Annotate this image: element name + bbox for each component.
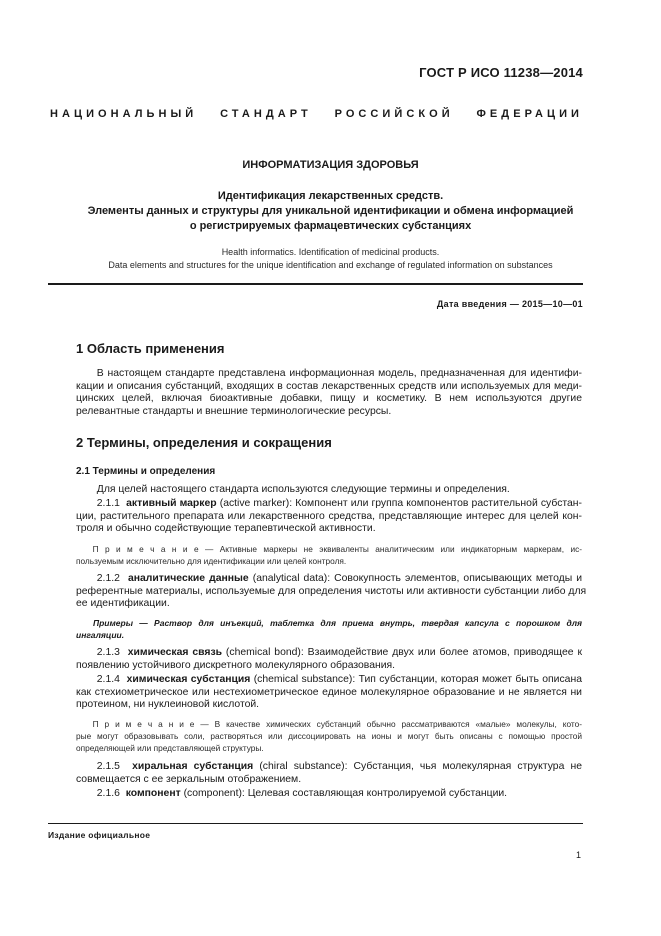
term-2-1-1: [76, 498, 582, 536]
subtitle: [48, 189, 613, 234]
term-line: референтные материалы, используемые для определения чистоты или активности субстанции либо для: [76, 585, 587, 597]
document-id: ГОСТ Р ИСО 11238—2014: [419, 65, 583, 80]
term-line: троля и обычно содействующие терапевтической активности.: [76, 523, 376, 534]
term-name: хиральная субстанция: [132, 761, 254, 772]
term-line: [76, 788, 582, 801]
term-line: [76, 761, 582, 774]
section-1-paragraph: [76, 368, 582, 418]
term-number: 2.1.6: [96, 788, 120, 799]
term-number: 2.1.4: [96, 674, 120, 685]
term-2-1-5: [76, 761, 582, 786]
footer-divider: [48, 823, 583, 824]
example-line: ингаляции.: [76, 630, 125, 640]
term-number: 2.1.2: [96, 573, 120, 584]
note-line: определяющей или представляющей структуры.: [76, 743, 264, 753]
example-line: [76, 617, 582, 629]
term-2-1-4: [76, 674, 582, 712]
term-line: [76, 647, 582, 660]
term-name: аналитические данные: [127, 573, 249, 584]
note-2: [76, 718, 582, 754]
date-of-introduction: Дата введения — 2015—10—01: [436, 299, 583, 309]
english-title-line: Health informatics. Identification of medicinal products.: [221, 247, 440, 257]
example-block: [76, 617, 582, 641]
term-2-1-2: [76, 573, 587, 611]
note-line: [76, 718, 582, 730]
example-text: Примеры — Раствор для инъекций, таблетка для приема внутрь, твердая капсула с порошком для: [93, 618, 582, 628]
subtitle-line: Идентификация лекарственных средств.: [217, 190, 444, 202]
term-name: химическая связь: [127, 647, 223, 658]
term-name: активный маркер: [126, 498, 217, 509]
note-label: П р и м е ч а н и е: [92, 544, 199, 554]
term-definition: (chemical substance): Тип субстанции, которая может быть описана: [250, 674, 582, 685]
national-standard-banner: НАЦИОНАЛЬНЫЙ СТАНДАРТ РОССИЙСКОЙ ФЕДЕРАЦИИ: [50, 108, 583, 120]
term-line: [76, 573, 582, 586]
term-line: появлению устойчивого дискретного молекулярного образования.: [76, 659, 396, 671]
term-line: [76, 498, 582, 511]
term-line: [76, 674, 582, 687]
term-2-1-6: [76, 788, 582, 801]
term-definition: (analytical data): Совокупность элементов, описывающих методы и: [248, 573, 582, 584]
term-number: 2.1.3: [96, 647, 120, 658]
english-title-line: Data elements and structures for the unique identification and exchange of regulated information on substances: [108, 260, 553, 270]
paragraph-line: В настоящем стандарте представлена информационная модель, предназначенная для идентифи-: [76, 368, 582, 379]
term-line: как стехиометрическое или нестехиометрическое единое молекулярное образование и не является ни: [76, 686, 582, 698]
section-1-heading: 1 Область применения: [76, 341, 225, 356]
term-name: химическая субстанция: [126, 674, 251, 685]
term-definition: (active marker): Компонент или группа компонентов растительной субстан-: [216, 498, 583, 509]
note-1: [76, 543, 582, 567]
term-line: совмещается с ее зеркальным отображением.: [76, 773, 302, 785]
section-2-heading: 2 Термины, определения и сокращения: [76, 435, 332, 450]
english-title: [48, 246, 613, 272]
note-label: П р и м е ч а н и е: [92, 719, 195, 729]
note-line: пользуемым исключительно для идентификации или целей контроля.: [76, 556, 347, 566]
terms-intro: Для целей настоящего стандарта используются следующие термины и определения.: [76, 484, 510, 495]
term-definition: (chiral substance): Субстанция, чья молекулярная структура не: [253, 761, 582, 772]
note-text: — Активные маркеры не эквиваленты аналитическим или индикаторным маркерам, ис-: [198, 544, 582, 554]
paragraph-line: цинских целей, включая биоактивные добавки, пищу и косметику. В нем используются другие: [76, 393, 582, 404]
paragraph-line: кации и описания субстанций, входящих в состав лекарственных средств или используемых для меди-: [76, 380, 582, 392]
official-edition-label: Издание официальное: [48, 830, 151, 840]
term-number: 2.1.1: [96, 498, 120, 509]
subtitle-line: Элементы данных и структуры для уникальной идентификации и обмена информацией: [87, 205, 574, 217]
page-number: 1: [575, 850, 581, 860]
term-line: ее идентификации.: [76, 598, 170, 609]
term-line: протеином, ни нуклеиновой кислотой.: [76, 699, 260, 710]
term-line: ции, растительного препарата или лекарственного средства, представляющие интерес для целей кон-: [76, 510, 582, 522]
term-number: 2.1.5: [96, 761, 120, 772]
main-title: ИНФОРМАТИЗАЦИЯ ЗДОРОВЬЯ: [242, 159, 419, 171]
subtitle-line: о регистрируемых фармацевтических субстанциях: [189, 220, 472, 232]
paragraph-line: релевантные стандарты и внешние терминологические ресурсы.: [76, 405, 392, 417]
term-2-1-3: [76, 647, 582, 672]
title-divider: [48, 283, 583, 285]
note-line: рые могут образовывать соли, растворяться или диссоциировать на ионы и могут быть описаны с помощью простой: [76, 731, 582, 741]
term-definition: (chemical bond): Взаимодействие двух или более атомов, приводящее к: [222, 647, 582, 658]
term-name: компонент: [125, 788, 181, 799]
term-definition: (component): Целевая составляющая контролируемой субстанции.: [180, 788, 508, 799]
note-line: [76, 543, 582, 555]
subsection-2-1-heading: 2.1 Термины и определения: [76, 466, 216, 477]
note-text: — В качестве химических субстанций обычно рассматриваются «малые» молекулы, кото-: [194, 719, 582, 729]
